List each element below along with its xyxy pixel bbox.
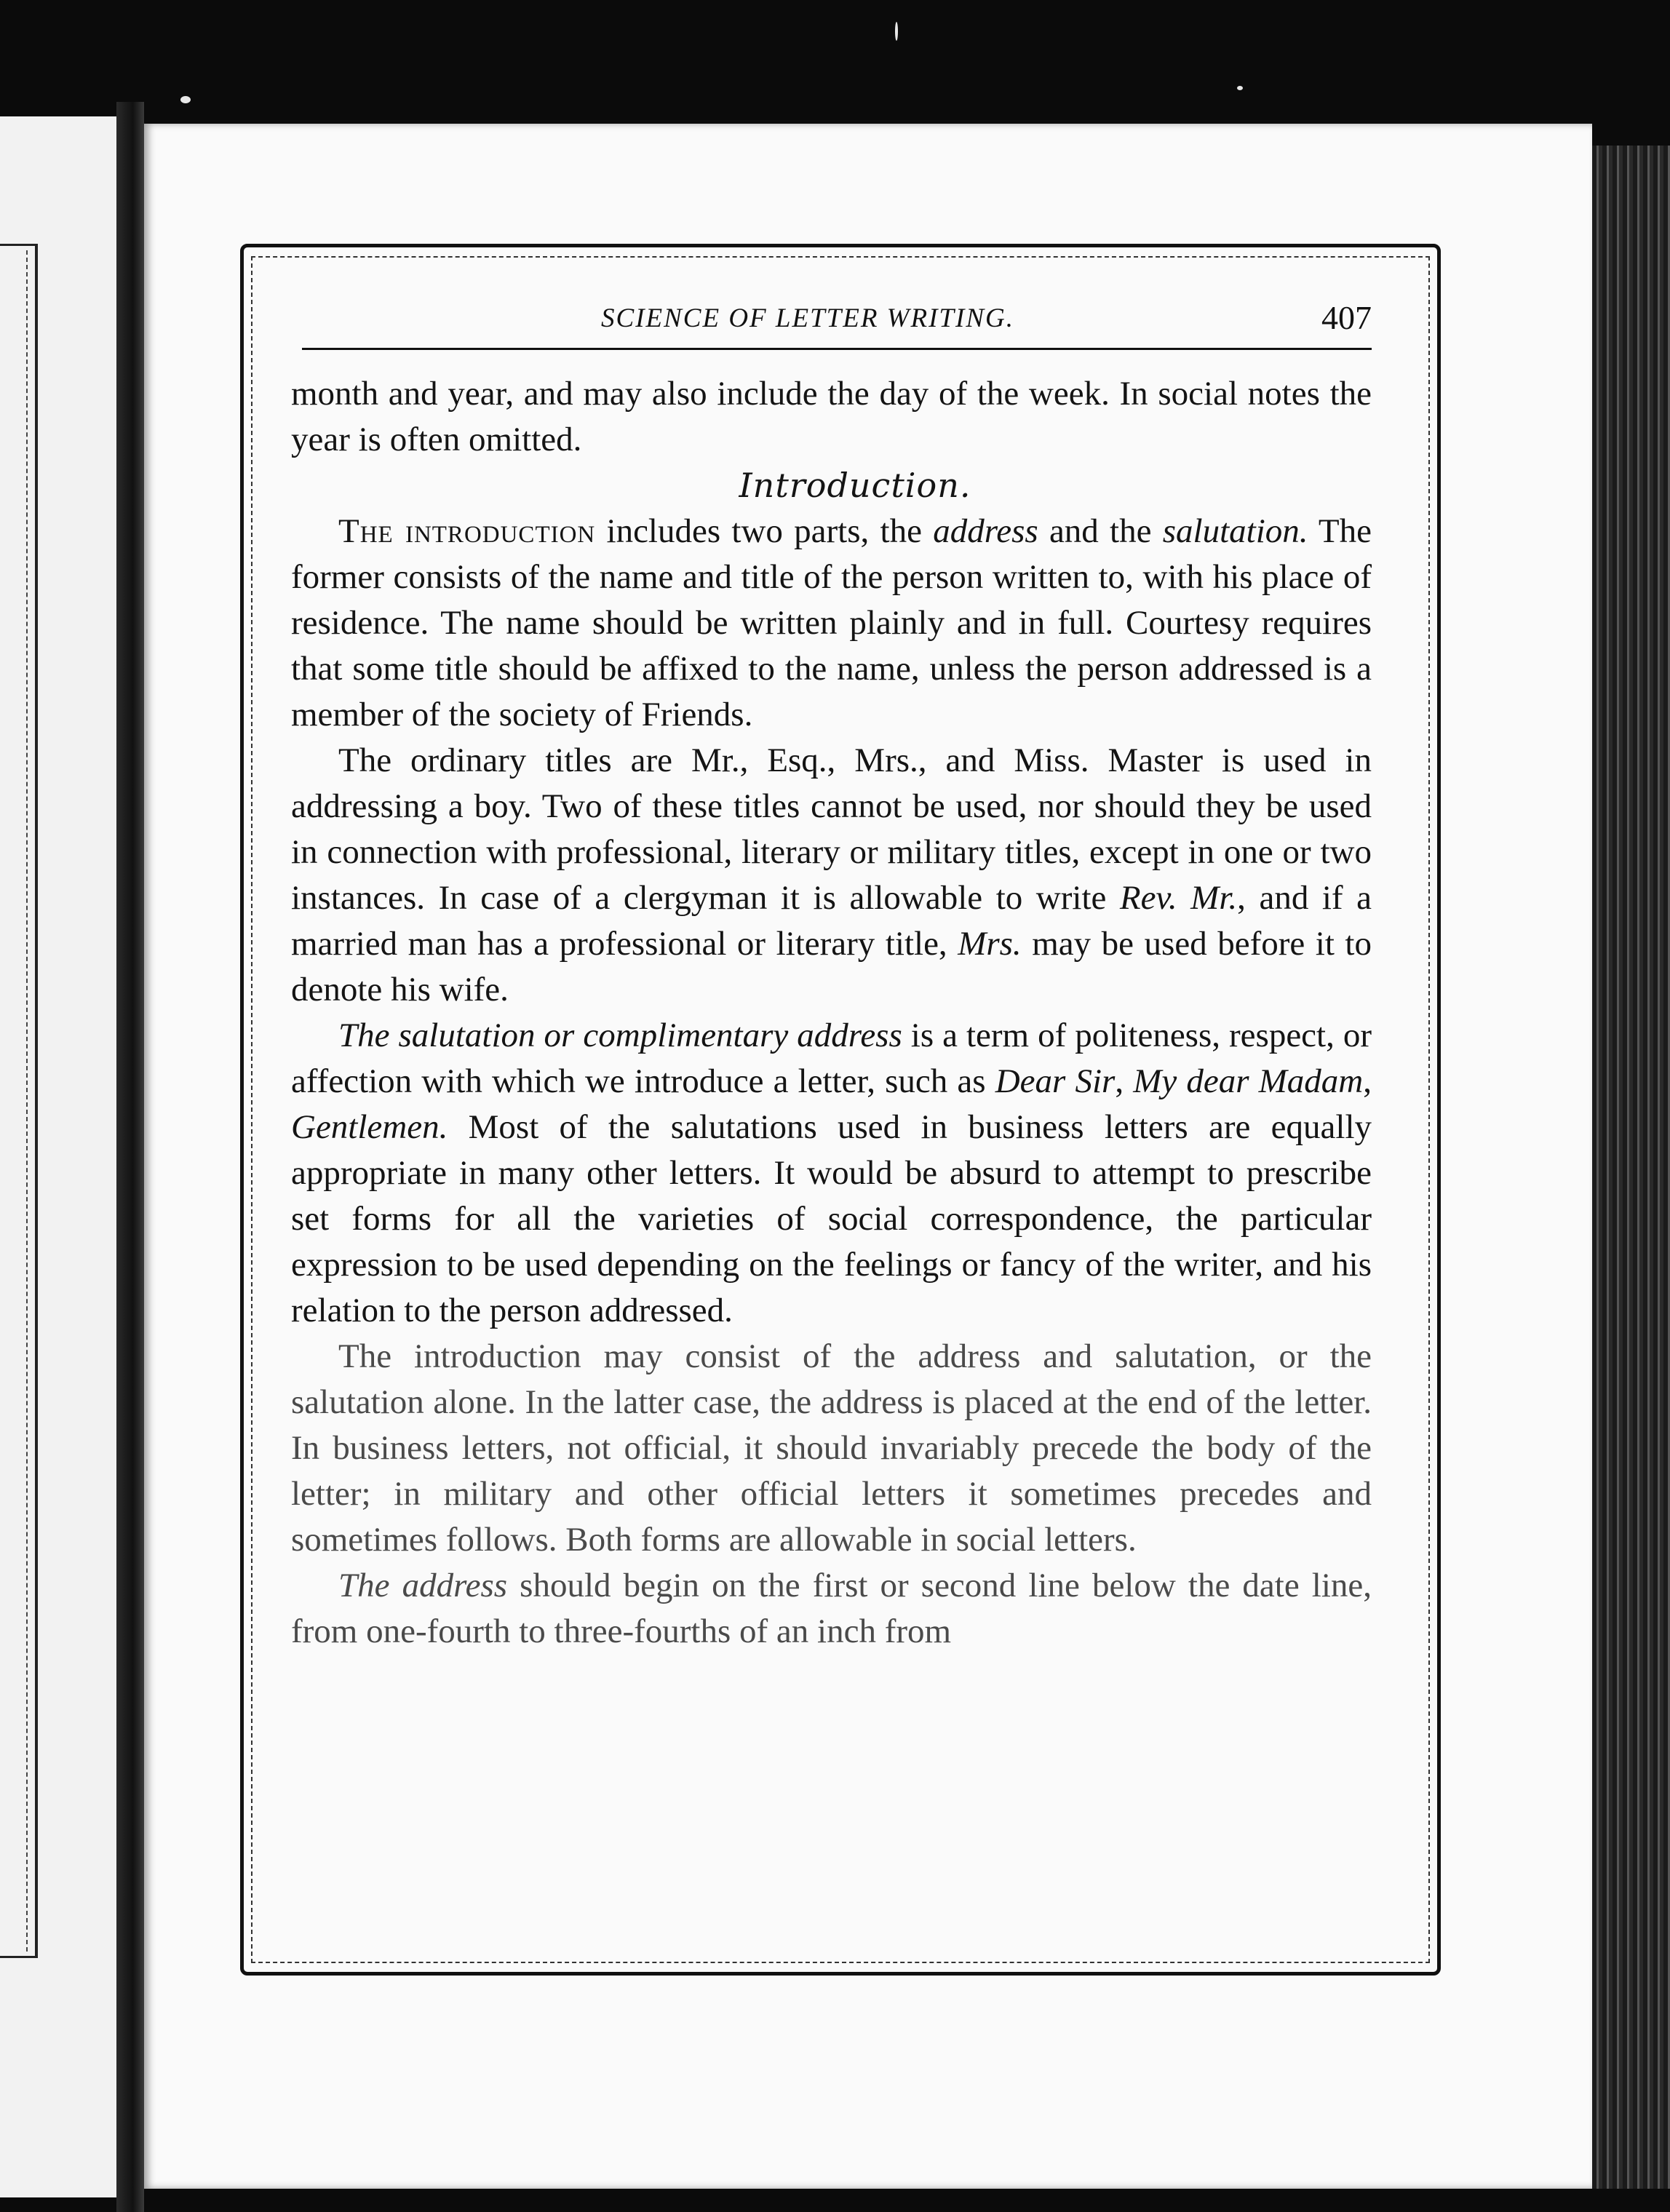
text-run: includes two parts, the [595,512,934,550]
text-run: may be used before it to denote his wife. [291,925,1372,1008]
italic-term: My dear Madam [1133,1062,1364,1100]
text-run: , [1115,1062,1134,1100]
previous-page-frame [0,244,38,1958]
scan-speck [180,96,191,103]
lead-term: The introduction [338,512,596,550]
running-header [302,297,1372,342]
page-number: 407 [1321,299,1372,336]
text-run: is a term of politeness, respect, or affection with which we introduce a letter, such as [291,1017,1372,1100]
scan-speck [895,22,898,41]
section-heading: Introduction. [739,466,971,505]
running-title: SCIENCE OF LETTER WRITING. [601,303,1014,333]
text-run: Most of the salutations used in business letters are equally appropriate in many other letters. It would be absurd to attempt to prescribe set forms for all the varieties of social correspondence, the particular expression to be used depending on the feelings or fancy of the writer, and his relation to the person addressed. [291,1108,1372,1329]
paragraph-address [291,1563,1372,1655]
italic-term: Dear Sir [995,1062,1116,1100]
page-body [291,371,1372,1655]
text-run: The former consists of the name and title of the person written to, with his place of residence. The name should be written plainly and in full. Courtesy requires that some title should be affixed to the name, unless the person addressed is a member of the society of Friends. [291,512,1372,733]
text-run: , [1363,1062,1372,1100]
scan-speck [1237,86,1243,90]
text-run: should begin on the first or second line below the date line, from one-fourth to three-fourths of an inch from [291,1567,1372,1650]
paragraph-titles [291,738,1372,1013]
text-run: and the [1038,512,1163,550]
italic-term: The address [338,1567,508,1604]
italic-term: address [933,512,1038,550]
italic-term: Gentlemen. [291,1108,448,1146]
page-stack-edge [1592,146,1670,2189]
text-run: The ordinary titles are Mr., Esq., Mrs., and Miss. Master is used in addressing a boy. Two of these titles cannot be used, nor should they be used in connection with professional, literary or military titles, except in one or two instances. In case of a clergyman it is allowable to write [291,741,1372,917]
italic-term: Mrs. [958,925,1022,963]
paragraph-introduction [291,509,1372,738]
italic-term: salutation. [1162,512,1308,550]
italic-term: Rev. Mr. [1119,879,1238,917]
paragraph-introduction-forms: The introduction may consist of the address and salutation, or the salutation alone. In the latter case, the address is placed at the end of the letter. In business letters, not official, it should invariably precede the body of the letter; in military and other official letters it sometimes precedes and sometimes follows. Both forms are allowable in social letters. [291,1337,1372,1559]
italic-term: The salutation or complimentary address [338,1017,902,1054]
paragraph-salutation [291,1013,1372,1334]
paragraph-continued: month and year, and may also include the day of the week. In social notes the year is often omitted. [291,375,1372,458]
book-gutter [116,102,144,2212]
header-rule [302,348,1372,350]
text-run: , and if a married man has a professional or literary title, [291,879,1372,963]
